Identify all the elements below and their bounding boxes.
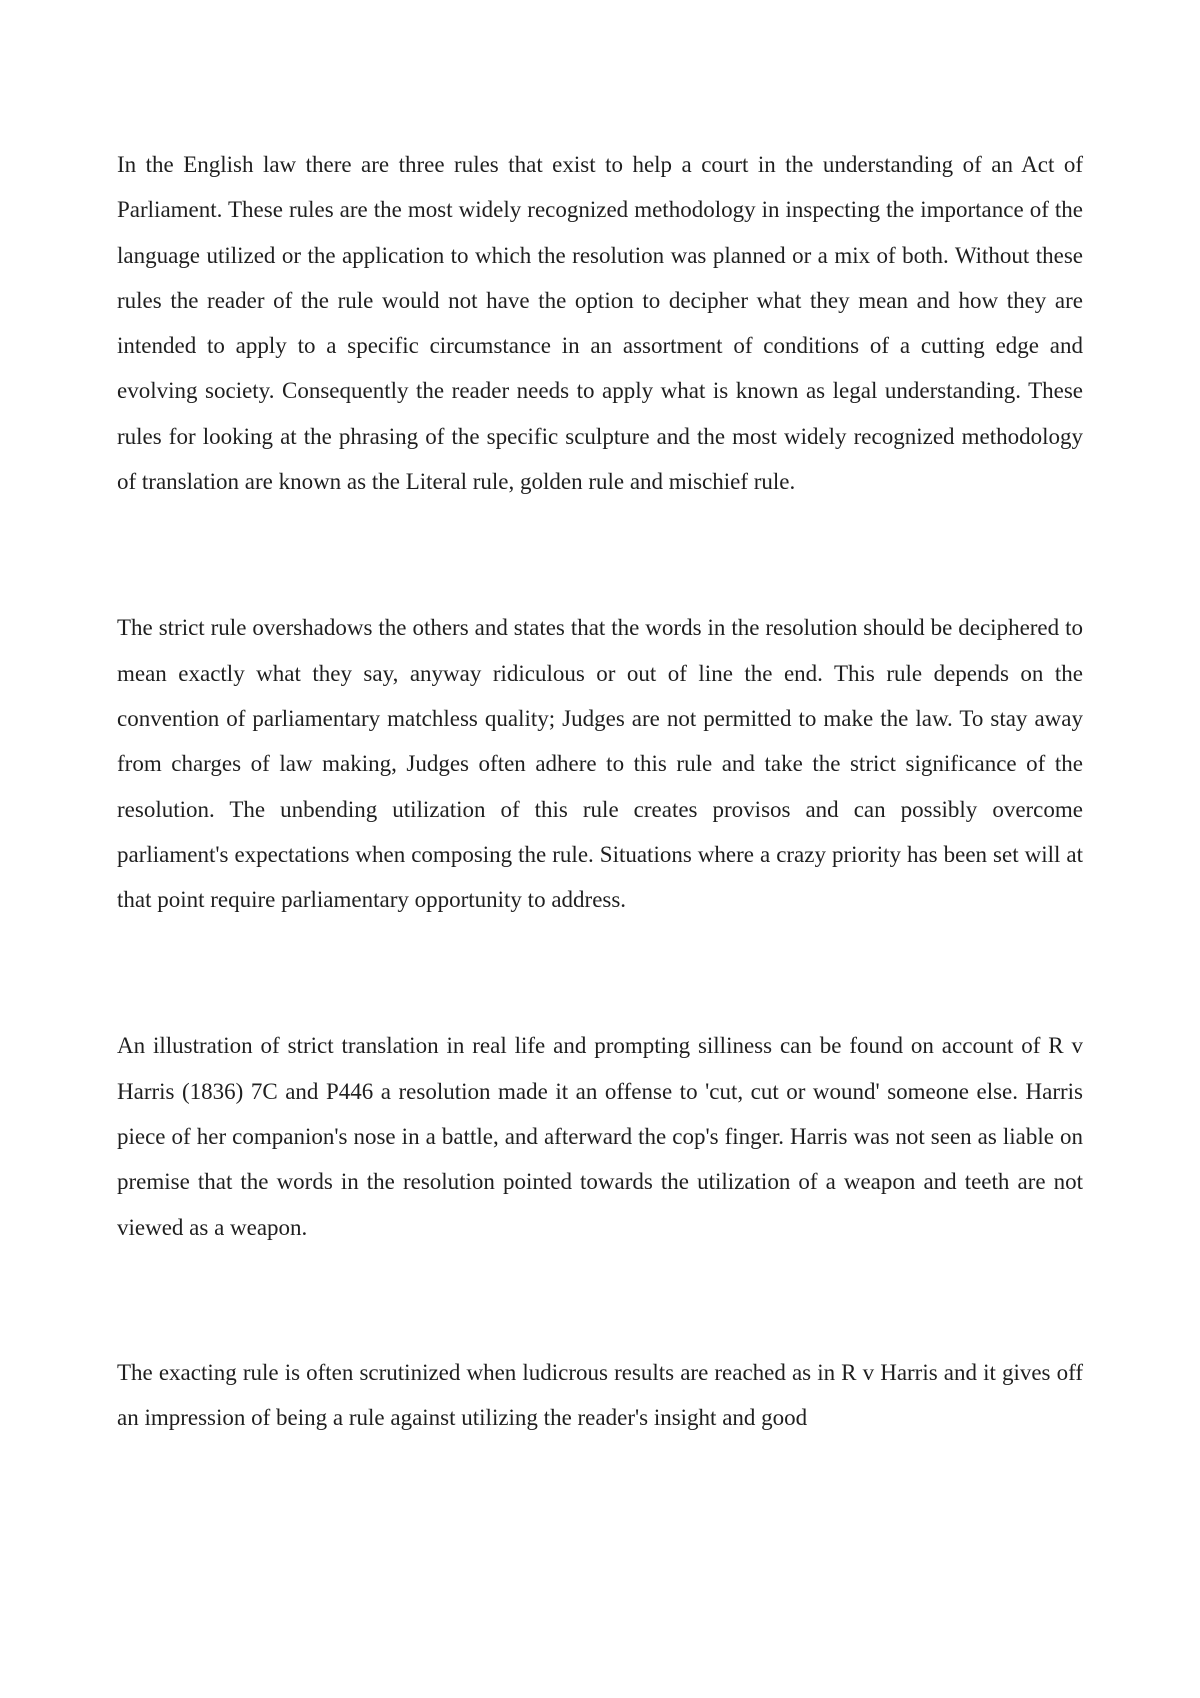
document-body	[117, 142, 1083, 1441]
paragraph-strict-rule: The strict rule overshadows the others and states that the words in the resolution should be deciphered to mean exactly what they say, anyway ridiculous or out of line the end. This rule depends on the convention of parliamentary matchless quality; Judges are not permitted to make the law. To stay away from charges of law making, Judges often adhere to this rule and take the strict significance of the resolution. The unbending utilization of this rule creates provisos and can possibly overcome parliament's expectations when composing the rule. Situations where a crazy priority has been set will at that point require parliamentary opportunity to address.	[117, 615, 1083, 913]
paragraph-exacting-rule-criticism: The exacting rule is often scrutinized when ludicrous results are reached as in R v Harris and it gives off an impression of being a rule against utilizing the reader's insight and good	[117, 1359, 1083, 1431]
paragraph-r-v-harris-illustration: An illustration of strict translation in real life and prompting silliness can be found on account of R v Harris (1836) 7C and P446 a resolution made it an offense to 'cut, cut or wound' someone else. Harris piece of her companion's nose in a battle, and afterward the cop's finger. Harris was not seen as liable on premise that the words in the resolution pointed towards the utilization of a weapon and teeth are not viewed as a weapon.	[117, 1033, 1083, 1240]
paragraph-rules-of-interpretation: In the English law there are three rules that exist to help a court in the understanding of an Act of Parliament. These rules are the most widely recognized methodology in inspecting the importance of the language utilized or the application to which the resolution was planned or a mix of both. Without these rules the reader of the rule would not have the option to decipher what they mean and how they are intended to apply to a specific circumstance in an assortment of conditions of a cutting edge and evolving society. Consequently the reader needs to apply what is known as legal understanding. These rules for looking at the phrasing of the specific sculpture and the most widely recognized methodology of translation are known as the Literal rule, golden rule and mischief rule.	[117, 152, 1083, 495]
